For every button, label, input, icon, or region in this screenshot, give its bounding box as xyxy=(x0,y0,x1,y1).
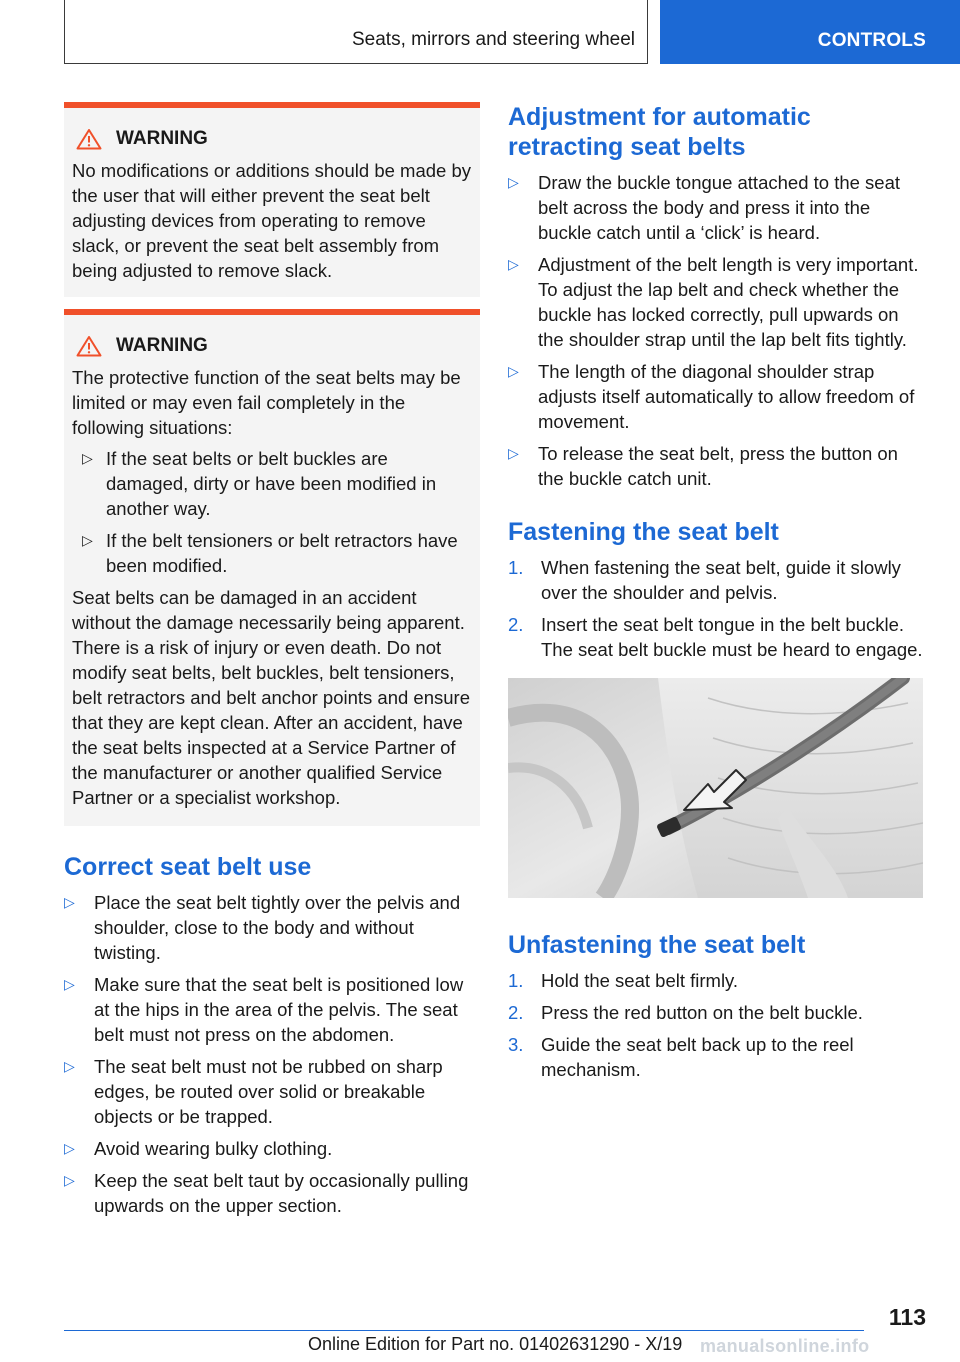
chapter-title: CONTROLS xyxy=(817,30,926,51)
triangle-bullet-icon: ▷ xyxy=(82,532,93,548)
triangle-bullet-icon: ▷ xyxy=(64,1058,75,1074)
warning-text: No modifications or additions should be made by the user that will either prevent the seat belt adjusting devices from operating to remove slack, or prevent the seat belt assembly from being adjusted to remove slack. xyxy=(72,160,472,281)
warning-heading xyxy=(72,128,472,150)
triangle-bullet-icon: ▷ xyxy=(64,1172,75,1188)
list-item: 2. Press the red button on the belt buckle. xyxy=(508,1002,863,1023)
step-number: 1. xyxy=(508,557,524,578)
header-section-box xyxy=(64,0,648,64)
right-column xyxy=(508,102,923,1089)
heading-unfastening: Unfastening the seat belt xyxy=(508,931,806,959)
heading-fastening: Fastening the seat belt xyxy=(508,518,779,546)
triangle-bullet-icon: ▷ xyxy=(508,445,519,461)
adjustment-list xyxy=(508,170,923,491)
warning-heading xyxy=(72,335,472,357)
triangle-bullet-icon: ▷ xyxy=(82,450,93,466)
seat-belt-photo xyxy=(508,678,923,898)
triangle-bullet-icon: ▷ xyxy=(508,363,519,379)
list-item: ▷ Draw the buckle tongue attached to the seat belt across the body and press it into the buckle catch until a ‘click’ is heard. xyxy=(508,172,901,243)
footer-divider xyxy=(64,1330,864,1331)
list-item: ▷ Place the seat belt tightly over the pelvis and shoulder, close to the body and without twisting. xyxy=(64,892,461,963)
warning-outro: Seat belts can be damaged in an accident without the damage necessarily being apparent. There is a risk of injury or even death. Do not modify seat belts, belt buckles, belt tensioners, belt retractors and belt anchor points and ensure that they are kept clean. After an accident, have the seat belts inspected at a Service Partner of the manufacturer or another qualified Service Partner or a specialist workshop. xyxy=(72,587,470,808)
step-number: 2. xyxy=(508,1002,524,1023)
page-number: 113 xyxy=(888,1304,926,1330)
list-item: ▷ Keep the seat belt taut by occasionally pulling upwards on the upper section. xyxy=(64,1170,469,1216)
list-item: ▷ If the belt tensioners or belt retractors have been modified. xyxy=(82,530,458,576)
triangle-bullet-icon: ▷ xyxy=(508,256,519,272)
left-column xyxy=(64,102,480,1225)
triangle-bullet-icon: ▷ xyxy=(64,1140,75,1156)
warning-situation-list xyxy=(72,446,472,578)
fastening-steps xyxy=(508,555,923,662)
list-item: 1. Hold the seat belt firmly. xyxy=(508,970,739,991)
step-number: 1. xyxy=(508,970,524,991)
list-item: ▷ Adjustment of the belt length is very important. To adjust the lap belt and check whether the buckle has locked correctly, pull upwards on the shoulder strap until the lap belt fits tightly. xyxy=(508,254,919,350)
edition-note: Online Edition for Part no. 01402631290 - X/19 xyxy=(308,1334,683,1354)
warning-title: WARNING xyxy=(116,128,208,149)
watermark: manualsonline.info xyxy=(700,1336,870,1356)
triangle-bullet-icon: ▷ xyxy=(508,174,519,190)
heading-adjustment: Adjustment for automatic retracting seat belts xyxy=(508,103,811,161)
warning-intro: The protective function of the seat belts may be limited or may even fail completely in the following situations: xyxy=(72,367,461,438)
warning-triangle-icon xyxy=(76,335,106,357)
warning-title: WARNING xyxy=(116,335,208,356)
triangle-bullet-icon: ▷ xyxy=(64,976,75,992)
list-item: ▷ The length of the diagonal shoulder strap adjusts itself automatically to allow freedom of movement. xyxy=(508,361,915,432)
heading-correct-seat-belt-use: Correct seat belt use xyxy=(64,853,312,881)
list-item: ▷ The seat belt must not be rubbed on sharp edges, be routed over solid or breakable objects or be trapped. xyxy=(64,1056,443,1127)
header-chapter-box xyxy=(660,0,960,64)
triangle-bullet-icon: ▷ xyxy=(64,894,75,910)
list-item: 3. Guide the seat belt back up to the reel mechanism. xyxy=(508,1034,854,1080)
section-title: Seats, mirrors and steering wheel xyxy=(351,29,635,50)
unfastening-steps xyxy=(508,968,923,1082)
list-item: ▷ Avoid wearing bulky clothing. xyxy=(64,1138,333,1159)
list-item: ▷ To release the seat belt, press the button on the buckle catch unit. xyxy=(508,443,898,489)
list-item: 1. When fastening the seat belt, guide it slowly over the shoulder and pelvis. xyxy=(508,557,901,603)
list-item: ▷ Make sure that the seat belt is positioned low at the hips in the area of the pelvis. The seat belt must not press on the abdomen. xyxy=(64,974,464,1045)
step-number: 3. xyxy=(508,1034,524,1055)
correct-use-list xyxy=(64,890,480,1218)
list-item: 2. Insert the seat belt tongue in the belt buckle. The seat belt buckle must be heard to engage. xyxy=(508,614,923,660)
warning-box-protective-function xyxy=(64,309,480,826)
list-item: ▷ If the seat belts or belt buckles are damaged, dirty or have been modified in another way. xyxy=(82,448,437,519)
warning-box-modifications xyxy=(64,102,480,297)
step-number: 2. xyxy=(508,614,524,635)
warning-triangle-icon xyxy=(76,128,106,150)
